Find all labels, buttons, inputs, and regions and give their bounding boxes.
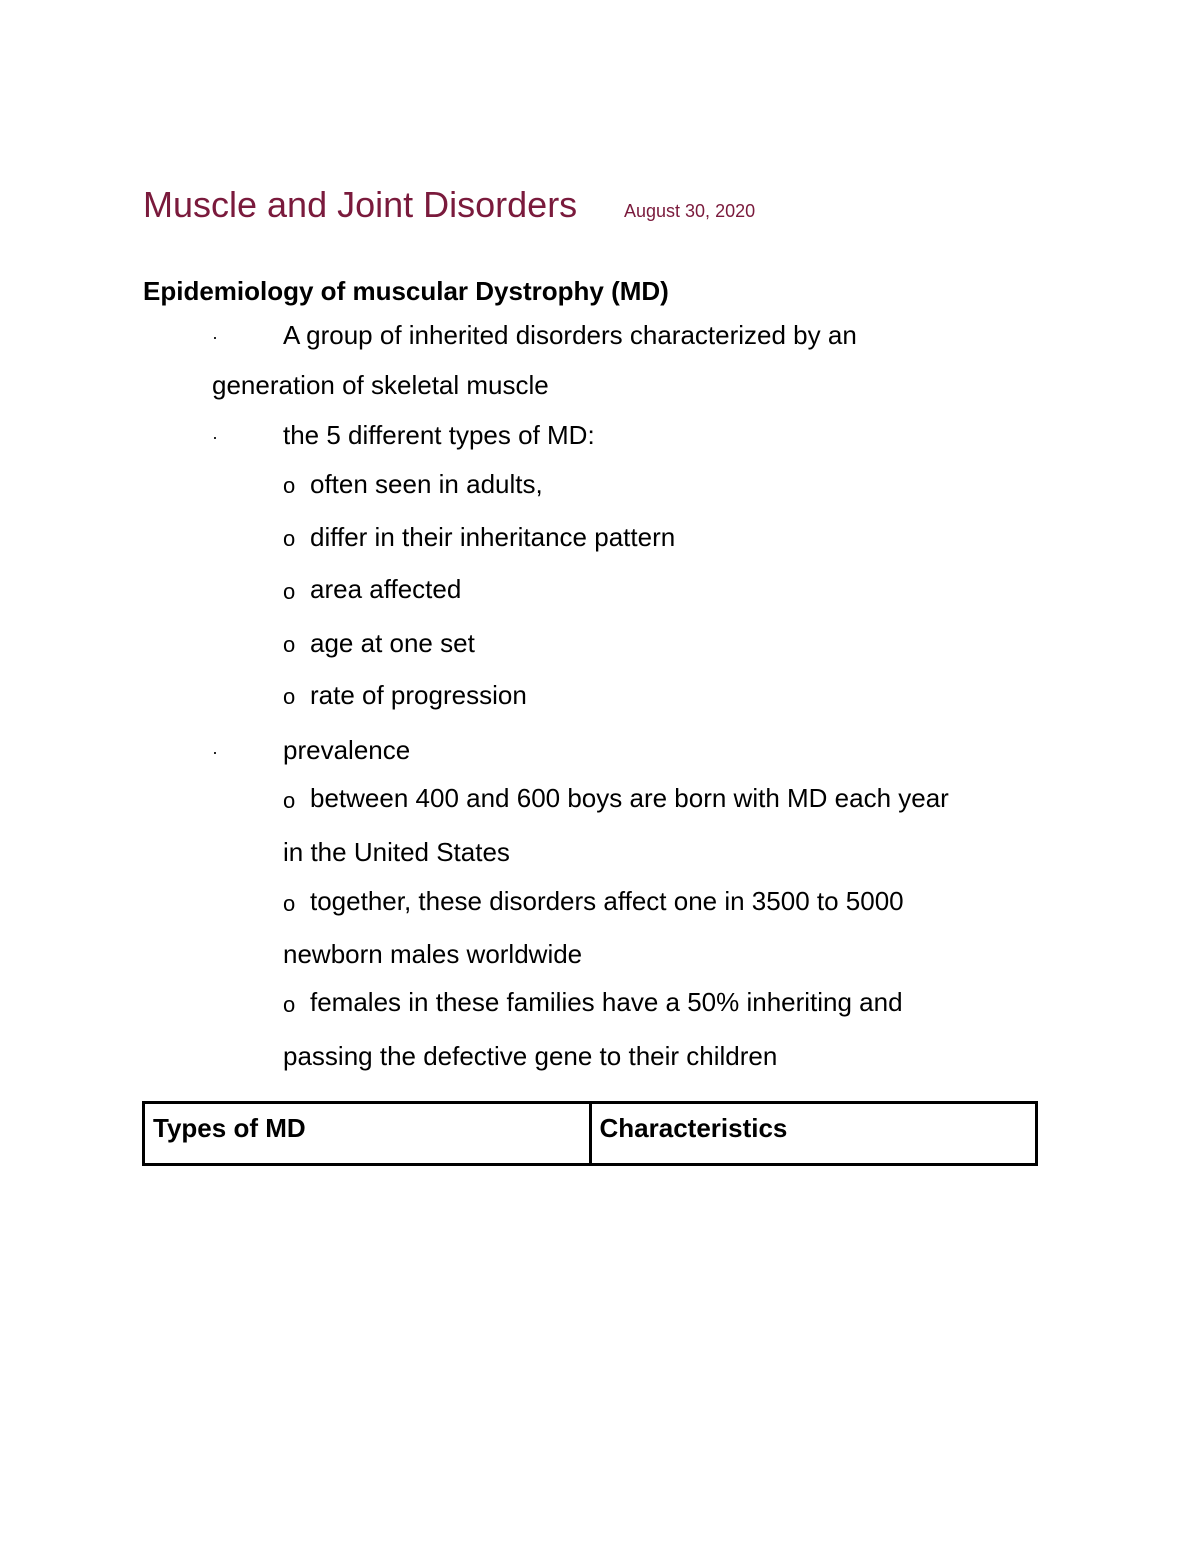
sub-bullet-marker: o [283,684,296,709]
bullet-text: A group of inherited disorders characterized by an [283,320,857,350]
sub-bullet-text: rate of progression [310,680,527,710]
bullet-text: the 5 different types of MD: [283,420,595,450]
sub-bullet-marker: o [283,992,296,1017]
table-header-cell: Types of MD [144,1103,591,1165]
bullet-marker: · [212,742,218,762]
sub-bullet-text: females in these families have a 50% inheriting and [310,987,903,1017]
sub-bullet-text: between 400 and 600 boys are born with MD each year [310,783,949,813]
sub-bullet-marker: o [283,526,296,551]
sub-bullet-marker: o [283,891,296,916]
sub-bullet-text: often seen in adults, [310,469,543,499]
sub-bullet-text: passing the defective gene to their children [283,1041,778,1071]
sub-bullet-marker: o [283,788,296,813]
bullet-marker: · [212,327,218,347]
sub-bullet-text: together, these disorders affect one in 3500 to 5000 [310,886,904,916]
sub-bullet-marker: o [283,632,296,657]
sub-bullet-text: age at one set [310,628,475,658]
bullet-marker: · [212,427,218,447]
document-title: Muscle and Joint Disorders [143,184,578,225]
md-types-table [142,1101,1038,1166]
table-header-row [144,1103,1037,1165]
sub-bullet-text: area affected [310,574,462,604]
bullet-text: prevalence [283,735,411,765]
sub-bullet-marker: o [283,579,296,604]
section-heading: Epidemiology of muscular Dystrophy (MD) [143,276,669,306]
bullet-text: generation of skeletal muscle [212,370,549,400]
table-header-cell: Characteristics [590,1103,1037,1165]
sub-bullet-text: newborn males worldwide [283,939,583,969]
sub-bullet-marker: o [283,473,296,498]
sub-bullet-text: in the United States [283,837,510,867]
document-date: August 30, 2020 [624,201,756,221]
sub-bullet-text: differ in their inheritance pattern [310,522,676,552]
